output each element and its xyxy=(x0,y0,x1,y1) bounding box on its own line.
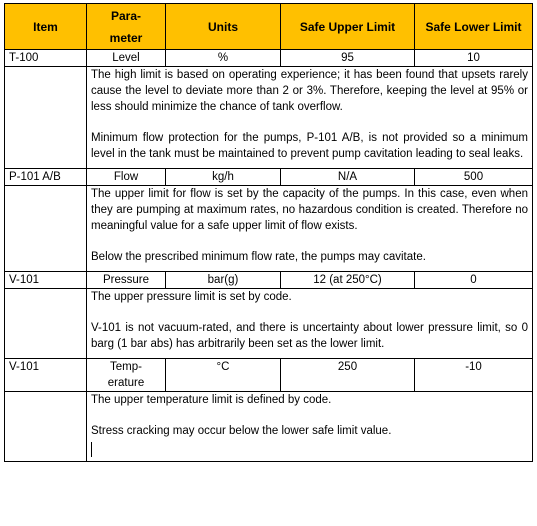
header-parameter-line1: Para- xyxy=(110,8,142,23)
header-parameter-line2: meter xyxy=(109,30,143,45)
description-paragraph: Minimum flow protection for the pumps, P-101 A/B, is not provided so a minimum level in the tank must be maintained to prevent pump cavitation leading to seal leaks. xyxy=(91,132,528,160)
table-row xyxy=(5,169,533,186)
description-paragraph: The upper pressure limit is set by code. xyxy=(91,291,292,303)
description-paragraph: The high limit is based on operating experience; it has been found that upsets rarely cause the level to deviate more than 2 or 3%. Therefore, keeping the level at 95% or less should minimize the chance of tank overflow. xyxy=(91,69,528,113)
description-cell[interactable] xyxy=(87,392,533,462)
parameter-cell[interactable]: Pressure xyxy=(87,272,166,289)
text-cursor xyxy=(91,442,92,457)
upper-limit-cell[interactable]: N/A xyxy=(281,169,415,186)
safe-limits-table xyxy=(4,3,533,462)
item-cell[interactable]: T-100 xyxy=(5,50,87,67)
lower-limit-cell[interactable]: -10 xyxy=(415,359,533,392)
item-cell[interactable]: V-101 xyxy=(5,359,87,392)
blank-cell xyxy=(5,67,87,169)
header-item: Item xyxy=(5,4,87,50)
header-upper: Safe Upper Limit xyxy=(281,4,415,50)
header-parameter xyxy=(87,4,166,50)
description-cell[interactable] xyxy=(87,67,533,169)
units-cell[interactable]: % xyxy=(166,50,281,67)
blank-cell xyxy=(5,289,87,359)
description-cell[interactable] xyxy=(87,186,533,272)
lower-limit-cell[interactable]: 500 xyxy=(415,169,533,186)
table-row xyxy=(5,50,533,67)
parameter-cell[interactable]: Flow xyxy=(87,169,166,186)
description-row xyxy=(5,392,533,462)
table-row xyxy=(5,272,533,289)
description-row xyxy=(5,186,533,272)
item-cell[interactable]: P-101 A/B xyxy=(5,169,87,186)
units-cell[interactable]: °C xyxy=(166,359,281,392)
header-lower: Safe Lower Limit xyxy=(415,4,533,50)
header-units: Units xyxy=(166,4,281,50)
parameter-line1: Temp- xyxy=(110,361,142,373)
description-paragraph: The upper temperature limit is defined by code. xyxy=(91,394,332,406)
description-paragraph: V-101 is not vacuum-rated, and there is uncertainty about lower pressure limit, so 0 barg (1 bar abs) has arbitrarily been set as the lower limit. xyxy=(91,322,528,350)
units-cell[interactable]: bar(g) xyxy=(166,272,281,289)
description-paragraph: Stress cracking may occur below the lower safe limit value. xyxy=(91,425,392,437)
blank-cell xyxy=(5,392,87,462)
upper-limit-cell[interactable]: 250 xyxy=(281,359,415,392)
lower-limit-cell[interactable]: 10 xyxy=(415,50,533,67)
upper-limit-cell[interactable]: 95 xyxy=(281,50,415,67)
table-row xyxy=(5,359,533,392)
description-row xyxy=(5,67,533,169)
description-cell[interactable] xyxy=(87,289,533,359)
blank-cell xyxy=(5,186,87,272)
upper-limit-cell[interactable]: 12 (at 250°C) xyxy=(281,272,415,289)
header-row xyxy=(5,4,533,50)
parameter-line2: erature xyxy=(107,377,145,389)
item-cell[interactable]: V-101 xyxy=(5,272,87,289)
parameter-cell[interactable]: Level xyxy=(87,50,166,67)
description-paragraph: The upper limit for flow is set by the capacity of the pumps. In this case, even when they are pumping at maximum rates, no hazardous condition is created. Therefore no meaningful value for a safe upper limit of flow exists. xyxy=(91,188,528,232)
description-row xyxy=(5,289,533,359)
parameter-cell[interactable] xyxy=(87,359,166,392)
description-paragraph: Below the prescribed minimum flow rate, the pumps may cavitate. xyxy=(91,251,426,263)
lower-limit-cell[interactable]: 0 xyxy=(415,272,533,289)
units-cell[interactable]: kg/h xyxy=(166,169,281,186)
